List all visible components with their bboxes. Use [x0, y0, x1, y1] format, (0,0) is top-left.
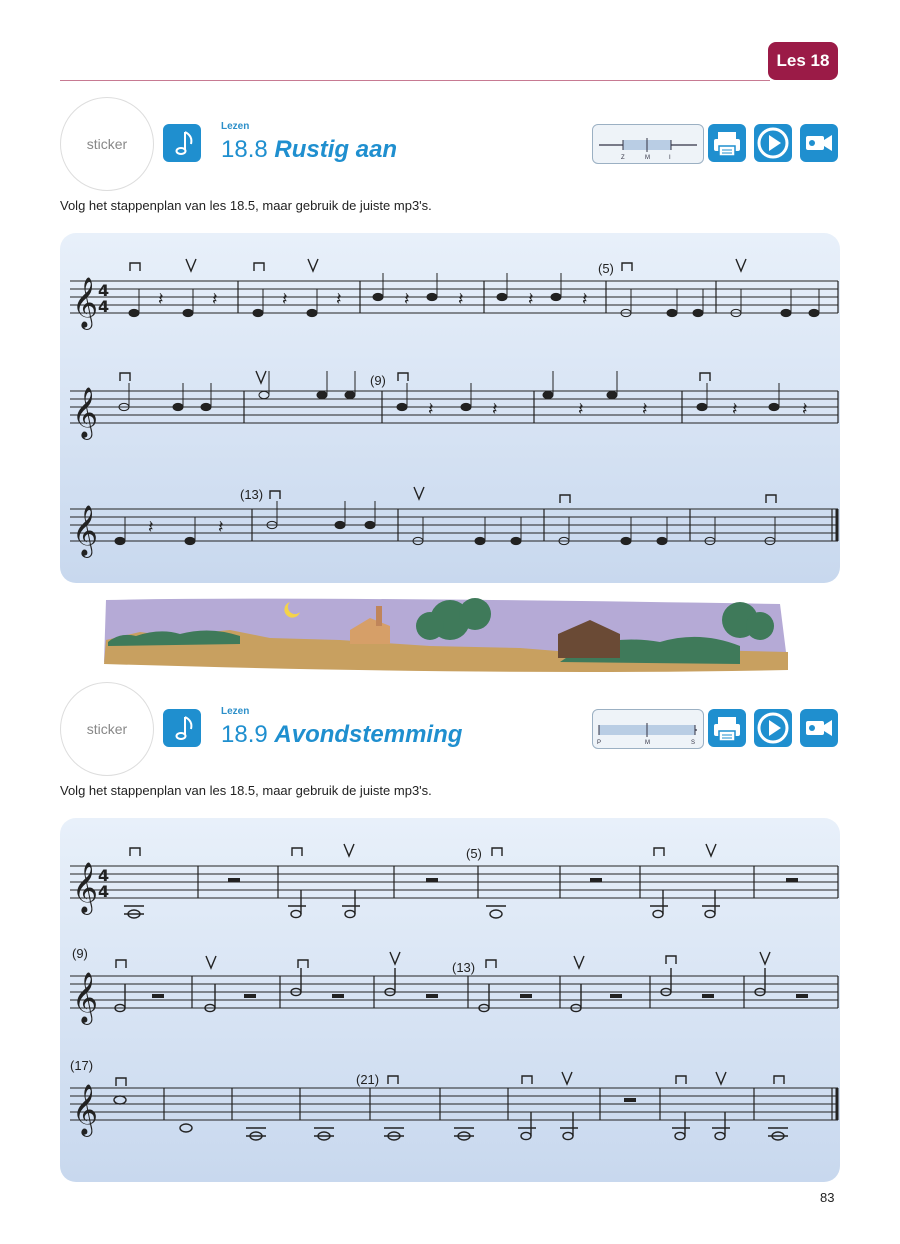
sticker-circle-1 [60, 97, 154, 191]
svg-text:𝄽: 𝄽 [218, 517, 224, 538]
tempo-label: S [691, 740, 696, 746]
tempo-label: Z [621, 155, 625, 161]
time-signature-bottom: 4 [98, 882, 110, 901]
svg-text:𝄽: 𝄽 [282, 289, 288, 310]
play-button[interactable] [754, 124, 792, 162]
down-bow-icon [292, 848, 302, 856]
play-icon [754, 709, 792, 747]
music-note-icon [163, 124, 201, 162]
down-bow-icon [398, 373, 408, 381]
video-icon [800, 709, 838, 747]
down-bow-icon [666, 956, 676, 964]
down-bow-icon [120, 373, 130, 381]
time-signature-top: 4 [98, 866, 110, 885]
down-bow-icon [388, 1076, 398, 1084]
up-bow-icon [736, 259, 746, 271]
video-icon [800, 124, 838, 162]
down-bow-icon [130, 263, 140, 271]
down-bow-icon [560, 495, 570, 503]
down-bow-icon [522, 1076, 532, 1084]
music-note-icon [163, 709, 201, 747]
tempo-label: M [645, 155, 650, 161]
down-bow-icon [700, 373, 710, 381]
up-bow-icon [706, 844, 716, 856]
sheet-music-1 [60, 233, 840, 583]
exercise-name: Rustig aan [274, 136, 398, 163]
measure-number: (21) [356, 1072, 380, 1087]
down-bow-icon [766, 495, 776, 503]
up-bow-icon [186, 259, 196, 271]
svg-text:𝄽: 𝄽 [528, 289, 534, 310]
exercise-name: Avondstemming [274, 721, 463, 748]
svg-text:𝄽: 𝄽 [212, 289, 218, 310]
treble-clef-icon: 𝄞 [72, 1084, 99, 1135]
down-bow-icon [270, 491, 280, 499]
up-bow-icon [390, 952, 400, 964]
evening-landscape-illustration [100, 596, 790, 676]
time-signature-bottom: 4 [98, 297, 110, 316]
tempo-slider[interactable] [592, 124, 704, 164]
tempo-label: M [645, 740, 650, 746]
print-button[interactable] [708, 124, 746, 162]
up-bow-icon [344, 844, 354, 856]
top-rule [60, 80, 770, 81]
measure-number: (5) [598, 261, 614, 276]
down-bow-icon [486, 960, 496, 968]
svg-text:𝄽: 𝄽 [458, 289, 464, 310]
down-bow-icon [676, 1076, 686, 1084]
video-button[interactable] [800, 124, 838, 162]
svg-text:𝄽: 𝄽 [582, 289, 588, 310]
down-bow-icon [130, 848, 140, 856]
svg-text:𝄽: 𝄽 [802, 399, 808, 420]
svg-text:𝄽: 𝄽 [732, 399, 738, 420]
play-icon [754, 124, 792, 162]
exercise-kicker: Lezen [221, 121, 250, 132]
treble-clef-icon: 𝄞 [72, 277, 99, 328]
up-bow-icon [574, 956, 584, 968]
exercise-title-1 [221, 136, 397, 164]
treble-clef-icon: 𝄞 [72, 862, 99, 913]
measure-number: (13) [452, 960, 476, 975]
down-bow-icon [254, 263, 264, 271]
page-number: 83 [820, 1190, 835, 1205]
lesson-badge: Les 18 [768, 42, 838, 80]
measure-number: (5) [466, 846, 482, 861]
svg-text:𝄽: 𝄽 [642, 399, 648, 420]
measure-number: (13) [240, 487, 264, 502]
sticker-label: sticker [86, 721, 128, 737]
down-bow-icon [622, 263, 632, 271]
sheet-music-2 [60, 818, 840, 1182]
sticker-label: sticker [86, 136, 128, 152]
exercise-kicker: Lezen [221, 706, 250, 717]
down-bow-icon [298, 960, 308, 968]
instruction-text-1: Volg het stappenplan van les 18.5, maar gebruik de juiste mp3's. [60, 198, 432, 213]
svg-text:𝄽: 𝄽 [578, 399, 584, 420]
exercise-number: 18.9 [221, 721, 268, 748]
up-bow-icon [716, 1072, 726, 1084]
tempo-label: P [597, 740, 602, 746]
sheet-music-panel-2 [60, 818, 840, 1182]
svg-text:𝄽: 𝄽 [428, 399, 434, 420]
print-button[interactable] [708, 709, 746, 747]
svg-text:𝄽: 𝄽 [158, 289, 164, 310]
exercise-number: 18.8 [221, 136, 268, 163]
sheet-music-panel-1 [60, 233, 840, 583]
up-bow-icon [562, 1072, 572, 1084]
tempo-label: I [669, 155, 671, 161]
down-bow-icon [116, 1078, 126, 1086]
time-signature-top: 4 [98, 281, 110, 300]
treble-clef-icon: 𝄞 [72, 972, 99, 1023]
treble-clef-icon: 𝄞 [72, 505, 99, 556]
up-bow-icon [256, 371, 266, 383]
svg-text:𝄽: 𝄽 [404, 289, 410, 310]
svg-text:𝄽: 𝄽 [148, 517, 154, 538]
up-bow-icon [206, 956, 216, 968]
svg-text:𝄽: 𝄽 [336, 289, 342, 310]
measure-number: (9) [72, 946, 88, 961]
printer-icon [708, 709, 746, 747]
up-bow-icon [760, 952, 770, 964]
treble-clef-icon: 𝄞 [72, 387, 99, 438]
play-button[interactable] [754, 709, 792, 747]
sticker-circle-2 [60, 682, 154, 776]
down-bow-icon [774, 1076, 784, 1084]
down-bow-icon [654, 848, 664, 856]
exercise-title-2 [221, 721, 462, 749]
up-bow-icon [414, 487, 424, 499]
tempo-slider[interactable] [592, 709, 704, 749]
svg-text:𝄽: 𝄽 [492, 399, 498, 420]
measure-number: (17) [70, 1058, 94, 1073]
down-bow-icon [116, 960, 126, 968]
video-button[interactable] [800, 709, 838, 747]
printer-icon [708, 124, 746, 162]
instruction-text-2: Volg het stappenplan van les 18.5, maar gebruik de juiste mp3's. [60, 783, 432, 798]
measure-number: (9) [370, 373, 386, 388]
down-bow-icon [492, 848, 502, 856]
up-bow-icon [308, 259, 318, 271]
